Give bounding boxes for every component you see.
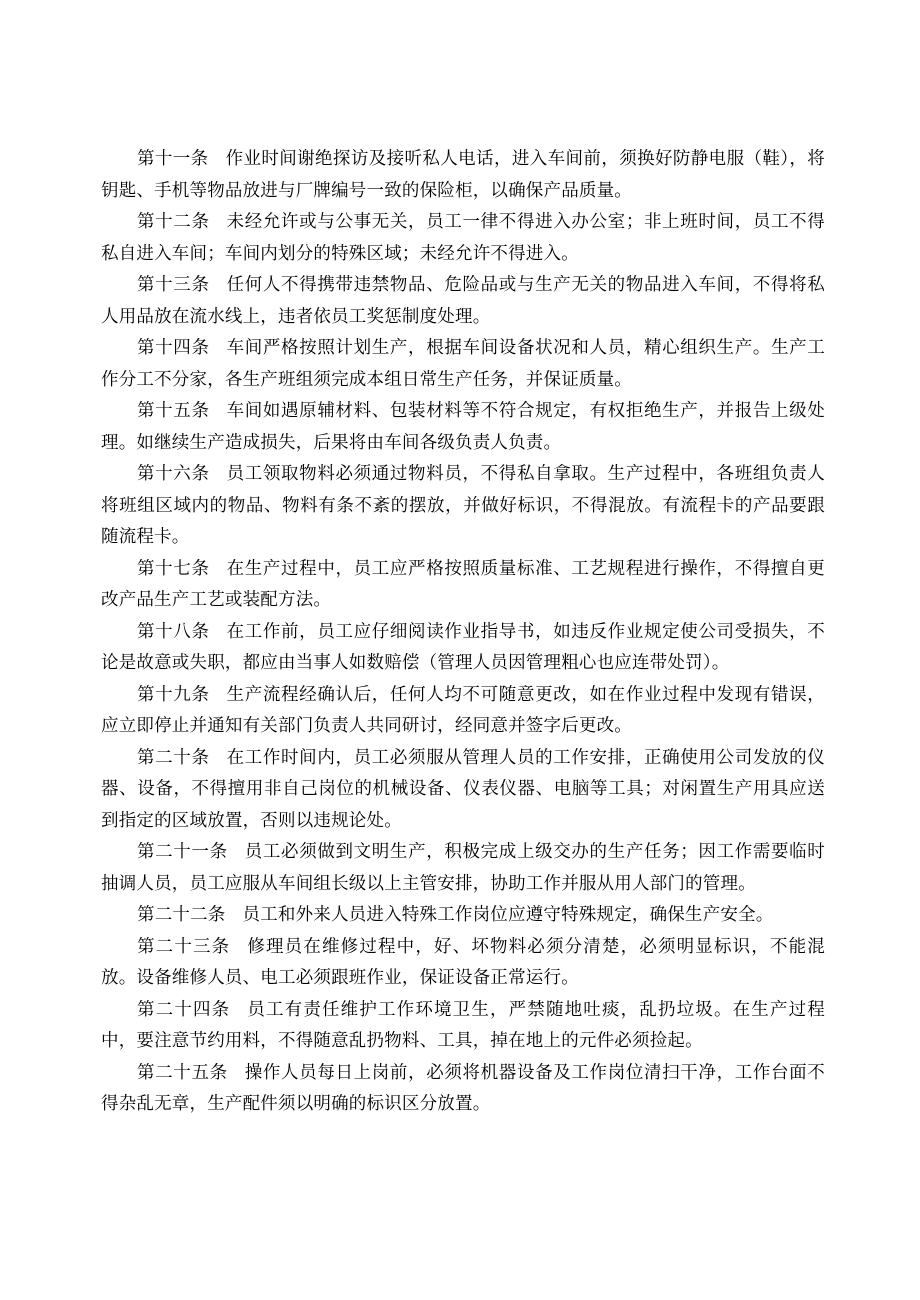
article-number: 第十一条: [137, 149, 209, 169]
article-text: 员工领取物料必须通过物料员，不得私自拿取。生产过程中，各班组负责人将班组区域内的物品、物料有条不紊的摆放，并做好标识，不得混放。有流程卡的产品要跟随流程卡。: [101, 464, 825, 547]
article-text: 作业时间谢绝探访及接听私人电话，进入车间前，须换好防静电服（鞋），将钥匙、手机等物品放进与厂牌编号一致的保险柜，以确保产品质量。: [101, 149, 825, 201]
article-number: 第十七条: [137, 558, 210, 579]
article-number: 第十二条: [137, 212, 210, 232]
article-number: 第二十五条: [137, 1062, 228, 1083]
article-text: 在工作时间内，员工必须服从管理人员的工作安排，正确使用公司发放的仪器、设备，不得擅用非自己岗位的机械设备、仪表仪器、电脑等工具；对闲置生产用具应送到指定的区域放置，否则以违规论处。: [101, 747, 825, 831]
article-17: [101, 554, 825, 617]
article-number: 第十八条: [137, 621, 210, 642]
article-14: [101, 333, 825, 396]
article-text: 在生产过程中，员工应严格按照质量标准、工艺规程进行操作，不得擅自更改产品生产工艺或装配方法。: [101, 558, 825, 610]
article-number: 第二十二条: [137, 905, 226, 925]
article-number: 第二十条: [137, 747, 210, 768]
article-text: 生产流程经确认后，任何人均不可随意更改，如在作业过程中发现有错误，应立即停止并通知有关部门负责人共同研讨，经同意并签字后更改。: [101, 684, 825, 736]
article-number: 第十五条: [137, 401, 210, 421]
article-25: [101, 1058, 825, 1121]
article-number: 第十三条: [137, 275, 210, 295]
article-24: [101, 995, 825, 1058]
article-16: [101, 459, 825, 554]
article-number: 第十四条: [137, 338, 210, 358]
article-text: 操作人员每日上岗前，必须将机器设备及工作岗位清扫干净，工作台面不得杂乱无章，生产配件须以明确的标识区分放置。: [101, 1062, 826, 1114]
article-number: 第二十一条: [137, 842, 228, 862]
article-text: 任何人不得携带违禁物品、危险品或与生产无关的物品进入车间，不得将私人用品放在流水线上，违者依员工奖惩制度处理。: [101, 275, 825, 327]
article-number: 第十九条: [137, 684, 210, 705]
article-13: [101, 270, 825, 333]
article-number: 第二十四条: [137, 999, 231, 1020]
article-text: 修理员在维修过程中，好、坏物料必须分清楚，必须明显标识，不能混放。设备维修人员、电工必须跟班作业，保证设备正常运行。: [101, 936, 825, 988]
article-text: 车间严格按照计划生产，根据车间设备状况和人员，精心组织生产。生产工作分工不分家，各生产班组须完成本组日常生产任务，并保证质量。: [101, 338, 825, 390]
article-11: [101, 144, 825, 207]
article-18: [101, 617, 825, 680]
article-text: 员工有责任维护工作环境卫生，严禁随地吐痰，乱扔垃圾。在生产过程中，要注意节约用料，不得随意乱扔物料、工具，掉在地上的元件必须捡起。: [101, 999, 825, 1051]
article-21: [101, 837, 825, 900]
article-number: 第十六条: [137, 464, 210, 484]
article-22: [101, 900, 825, 932]
article-text: 车间如遇原辅材料、包装材料等不符合规定，有权拒绝生产，并报告上级处理。如继续生产造成损失，后果将由车间各级负责人负责。: [101, 401, 825, 453]
article-number: 第二十三条: [137, 936, 231, 957]
article-text: 员工必须做到文明生产，积极完成上级交办的生产任务；因工作需要临时抽调人员，员工应服从车间组长级以上主管安排，协助工作并服从用人部门的管理。: [101, 842, 826, 894]
article-19: [101, 680, 825, 743]
article-20: [101, 743, 825, 838]
article-text: 未经允许或与公事无关，员工一律不得进入办公室；非上班时间，员工不得私自进入车间；车间内划分的特殊区域；未经允许不得进入。: [101, 212, 825, 264]
article-15: [101, 396, 825, 459]
article-12: [101, 207, 825, 270]
regulations-body: [101, 144, 825, 1121]
article-23: [101, 932, 825, 995]
article-text: 在工作前，员工应仔细阅读作业指导书，如违反作业规定使公司受损失，不论是故意或失职，都应由当事人如数赔偿（管理人员因管理粗心也应连带处罚）。: [101, 621, 825, 673]
article-text: 员工和外来人员进入特殊工作岗位应遵守特殊规定，确保生产安全。: [242, 905, 774, 925]
